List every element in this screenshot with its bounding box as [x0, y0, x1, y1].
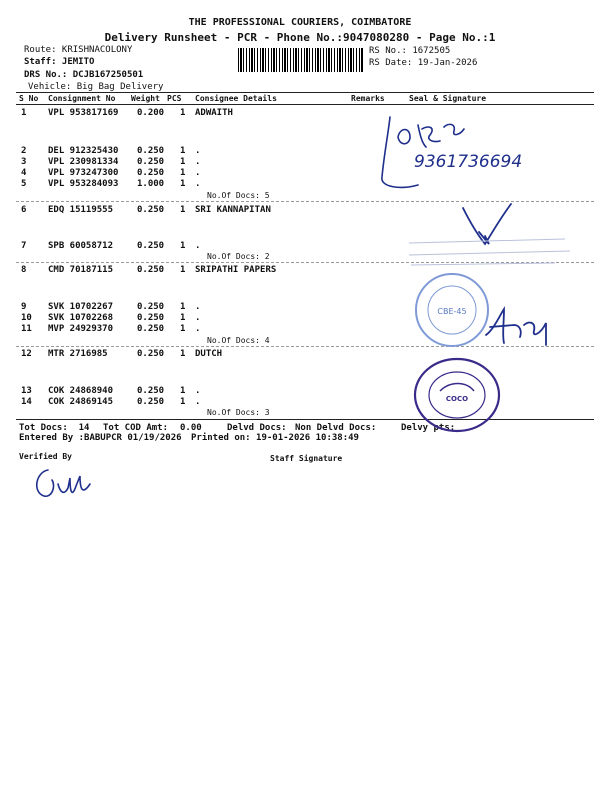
drs-number: DRS No.: DCJB167250501: [24, 70, 144, 80]
company-seal-icon: [410, 355, 505, 435]
row-pcs: 1: [180, 157, 186, 167]
row-sno: 11: [21, 324, 32, 334]
row-consignee: SRIPATHI PAPERS: [195, 265, 277, 275]
row-pcs: 1: [180, 397, 186, 407]
row-weight: 0.250: [137, 313, 165, 323]
route-label: Route: KRISHNACOLONY: [24, 45, 133, 55]
row-pcs: 1: [180, 265, 186, 275]
company-title: THE PROFESSIONAL COURIERS, COIMBATORE: [188, 17, 412, 28]
row-sno: 2: [21, 146, 27, 156]
table-row: [0, 397, 600, 409]
col-consignment: Consignment No: [48, 94, 116, 103]
row-weight: 0.250: [137, 146, 165, 156]
row-pcs: 1: [180, 108, 186, 118]
row-consignee: DUTCH: [195, 349, 223, 359]
seal-center-text: COCO: [445, 395, 469, 403]
row-consignee: .: [195, 241, 201, 251]
col-pcs: PCS: [167, 94, 182, 103]
handwritten-signature: [370, 105, 555, 200]
row-consignment: VPL 953284093: [48, 179, 119, 189]
row-pcs: 1: [180, 146, 186, 156]
row-sno: 7: [21, 241, 27, 251]
rs-date: RS Date: 19-Jan-2026: [369, 58, 478, 68]
row-pcs: 1: [180, 313, 186, 323]
row-weight: 1.000: [137, 179, 165, 189]
row-consignee: .: [195, 386, 201, 396]
row-pcs: 1: [180, 241, 186, 251]
staff-label: Staff: JEMITO: [24, 57, 95, 67]
row-consignment: DEL 912325430: [48, 146, 119, 156]
row-sno: 8: [21, 265, 27, 275]
col-seal: Seal & Signature: [409, 94, 487, 103]
row-pcs: 1: [180, 386, 186, 396]
row-sno: 9: [21, 302, 27, 312]
non-delivered-docs: Non Delvd Docs:: [295, 423, 377, 433]
delivery-points: Delvy pts:: [401, 423, 456, 433]
vehicle-label: Vehicle: Big Bag Delivery: [28, 82, 164, 92]
row-weight: 0.250: [137, 205, 165, 215]
row-weight: 0.250: [137, 397, 165, 407]
row-weight: 0.200: [137, 108, 165, 118]
verified-by-label: Verified By: [19, 452, 72, 461]
table-bottom-rule: [16, 419, 594, 420]
row-consignee: SRI KANNAPITAN: [195, 205, 271, 215]
row-consignee: .: [195, 324, 201, 334]
row-sno: 14: [21, 397, 32, 407]
total-cod-value: 0.00: [180, 423, 202, 433]
row-consignment: SVK 10702267: [48, 302, 114, 312]
col-consignee: Consignee Details: [195, 94, 277, 103]
row-sno: 4: [21, 168, 27, 178]
entered-by: Entered By :BABUPCR 01/19/2026: [19, 433, 182, 443]
handwritten-signature-2: [480, 305, 560, 350]
row-weight: 0.250: [137, 265, 165, 275]
group-doc-count: No.Of Docs: 5: [207, 191, 270, 200]
row-consignee: .: [195, 146, 201, 156]
printed-on: Printed on: 19-01-2026 10:38:49: [191, 433, 359, 443]
row-consignee: .: [195, 179, 201, 189]
row-pcs: 1: [180, 349, 186, 359]
row-pcs: 1: [180, 324, 186, 334]
row-consignee: .: [195, 168, 201, 178]
row-weight: 0.250: [137, 324, 165, 334]
row-sno: 12: [21, 349, 32, 359]
row-consignment: MVP 24929370: [48, 324, 114, 334]
row-sno: 3: [21, 157, 27, 167]
row-pcs: 1: [180, 302, 186, 312]
row-consignee: ADWAITH: [195, 108, 233, 118]
stamp-center-text: CBE-45: [437, 307, 467, 316]
row-consignment: SPB 60058712: [48, 241, 114, 251]
verified-initials: [30, 462, 100, 507]
row-pcs: 1: [180, 168, 186, 178]
row-consignee: .: [195, 302, 201, 312]
total-docs: Tot Docs: 14: [19, 423, 90, 433]
row-sno: 5: [21, 179, 27, 189]
group-doc-count: No.Of Docs: 3: [207, 408, 270, 417]
row-weight: 0.250: [137, 168, 165, 178]
barcode: [238, 48, 364, 72]
col-remarks: Remarks: [351, 94, 385, 103]
row-consignment: SVK 10702268: [48, 313, 114, 323]
row-consignment: VPL 953817169: [48, 108, 119, 118]
row-pcs: 1: [180, 179, 186, 189]
header-top-rule: [16, 92, 594, 93]
runsheet-title: Delivery Runsheet - PCR - Phone No.:9047080280 - Page No.:1: [104, 31, 496, 44]
total-cod-label: Tot COD Amt:: [103, 423, 169, 433]
row-weight: 0.250: [137, 349, 165, 359]
row-weight: 0.250: [137, 241, 165, 251]
table-row: [0, 349, 600, 361]
faded-stamp: [405, 225, 575, 275]
row-sno: 6: [21, 205, 27, 215]
row-weight: 0.250: [137, 157, 165, 167]
row-consignee: .: [195, 157, 201, 167]
staff-signature-label: Staff Signature: [270, 454, 343, 463]
row-weight: 0.250: [137, 386, 165, 396]
rs-number: RS No.: 1672505: [369, 46, 451, 56]
group-doc-count: No.Of Docs: 2: [207, 252, 270, 261]
col-weight: Weight: [131, 94, 160, 103]
row-consignment: EDQ 15119555: [48, 205, 114, 215]
row-sno: 10: [21, 313, 32, 323]
row-weight: 0.250: [137, 302, 165, 312]
row-consignment: VPL 230981334: [48, 157, 119, 167]
row-consignment: MTR 2716985: [48, 349, 108, 359]
row-consignment: CMD 70187115: [48, 265, 114, 275]
group-doc-count: No.Of Docs: 4: [207, 336, 270, 345]
delivered-docs: Delvd Docs:: [227, 423, 287, 433]
row-consignee: .: [195, 397, 201, 407]
row-consignee: .: [195, 313, 201, 323]
row-pcs: 1: [180, 205, 186, 215]
row-consignment: COK 24868940: [48, 386, 114, 396]
row-sno: 13: [21, 386, 32, 396]
handwritten-phone: 9361736694: [414, 152, 523, 172]
row-sno: 1: [21, 108, 27, 118]
row-consignment: VPL 973247300: [48, 168, 119, 178]
col-sno: S No: [19, 94, 39, 103]
row-consignment: COK 24869145: [48, 397, 114, 407]
